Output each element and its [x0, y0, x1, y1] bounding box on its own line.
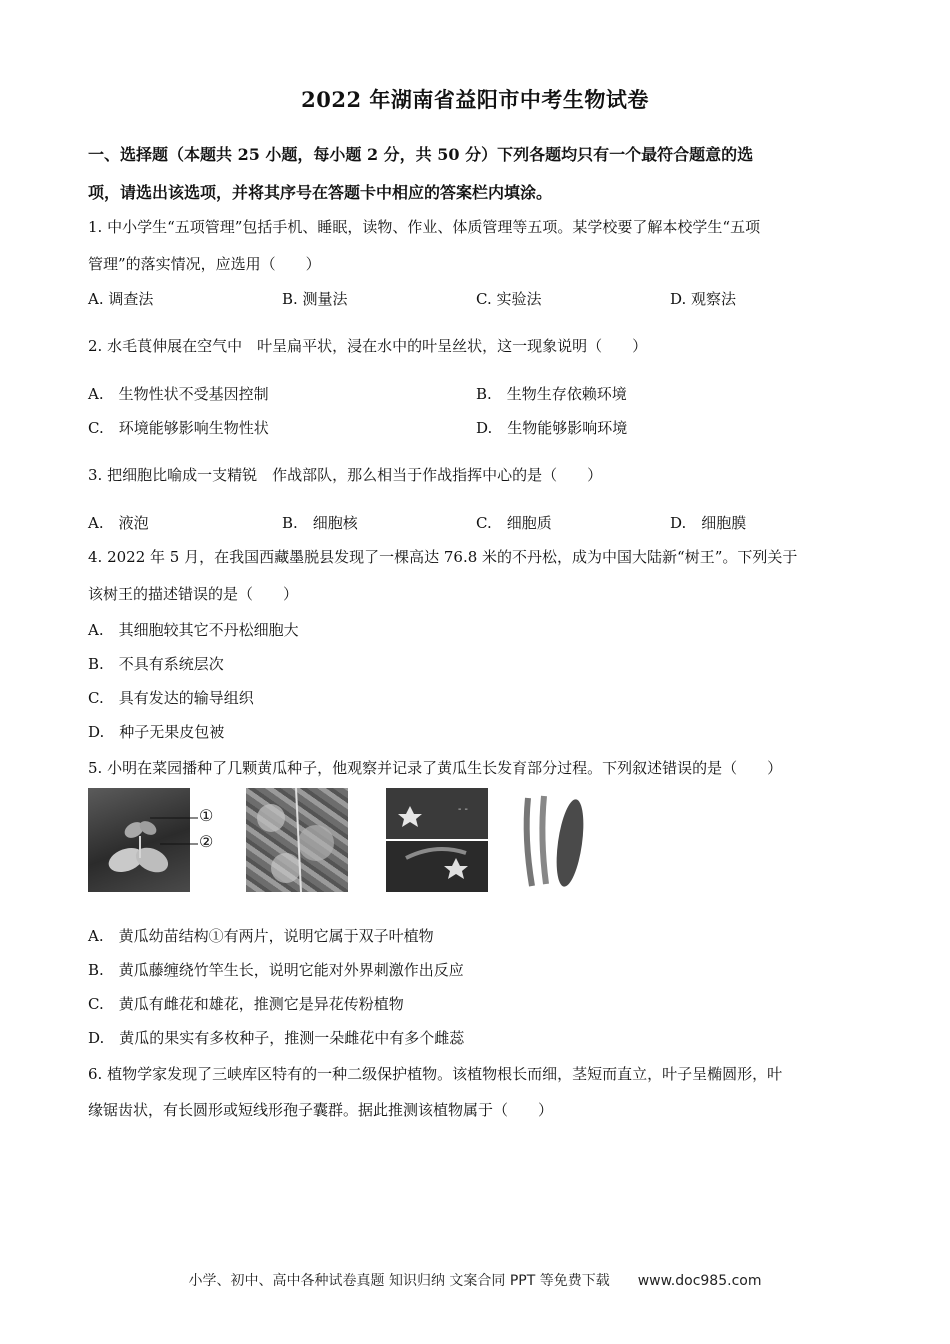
- question-3-text: 3. 把细胞比喻成一支精锐 作战部队，那么相当于作战指挥中心的是（ ）: [88, 466, 603, 484]
- question-4-text-line-2: 该树王的描述错误的是（ ）: [88, 585, 299, 603]
- question-5-option-b: B. 黄瓜藤缠绕竹竿生长，说明它能对外界刺激作出反应: [88, 961, 464, 979]
- question-2-option-c: C. 环境能够影响生物性状: [88, 419, 269, 437]
- figure-label-1: ①: [199, 806, 214, 825]
- svg-text:- -: - -: [458, 804, 468, 815]
- section-heading-line-1: 一、选择题（本题共 25 小题，每小题 2 分，共 50 分）下列各题均只有一个最符合题意的选: [88, 145, 754, 164]
- question-5-option-a: A. 黄瓜幼苗结构①有两片，说明它属于双子叶植物: [88, 927, 434, 945]
- question-4-option-c: C. 具有发达的输导组织: [88, 689, 254, 707]
- question-2-option-a: A. 生物性状不受基因控制: [88, 385, 269, 403]
- question-5-option-d: D. 黄瓜的果实有多枚种子，推测一朵雌花中有多个雌蕊: [88, 1029, 465, 1047]
- page-title: 2022 年湖南省益阳市中考生物试卷: [301, 87, 649, 112]
- question-2-option-b: B. 生物生存依赖环境: [476, 385, 627, 403]
- vine-leaves-illustration: [246, 788, 348, 892]
- question-1-option-d: D. 观察法: [670, 290, 737, 308]
- question-4-option-b: B. 不具有系统层次: [88, 655, 224, 673]
- page-footer: 小学、初中、高中各种试卷真题 知识归纳 文案合同 PPT 等免费下载 www.doc985.com: [188, 1273, 762, 1289]
- question-1-option-a: A. 调查法: [88, 290, 154, 308]
- figure-label-2: ②: [199, 832, 214, 851]
- question-3-option-c: C. 细胞质: [476, 514, 552, 532]
- question-3-option-a: A. 液泡: [88, 514, 149, 532]
- flowers-illustration: [386, 788, 488, 892]
- question-4-text-line-1: 4. 2022 年 5 月，在我国西藏墨脱县发现了一棵高达 76.8 米的不丹松，成为中国大陆新“树王”。下列关于: [88, 548, 798, 566]
- question-1-text-line-2: 管理”的落实情况，应选用（ ）: [88, 255, 321, 273]
- question-4-option-a: A. 其细胞较其它不丹松细胞大: [88, 621, 299, 639]
- cucumber-vine-photo: [246, 788, 348, 892]
- question-5-text: 5. 小明在菜园播种了几颗黄瓜种子，他观察并记录了黄瓜生长发育部分过程。下列叙述错误的是（ ）: [88, 759, 783, 777]
- cucumber-fruit-photo: [518, 788, 592, 892]
- question-2-option-d: D. 生物能够影响环境: [476, 419, 628, 437]
- question-1-option-b: B. 测量法: [282, 290, 348, 308]
- fruit-illustration: [518, 788, 592, 892]
- question-3-option-d: D. 细胞膜: [670, 514, 747, 532]
- question-5-option-c: C. 黄瓜有雌花和雄花，推测它是异花传粉植物: [88, 995, 404, 1013]
- question-2-text: 2. 水毛茛伸展在空气中 叶呈扁平状，浸在水中的叶呈丝状，这一现象说明（ ）: [88, 337, 648, 355]
- question-1-text-line-1: 1. 中小学生“五项管理”包括手机、睡眠，读物、作业、体质管理等五项。某学校要了解本校学生“五项: [88, 218, 761, 236]
- question-4-option-d: D. 种子无果皮包被: [88, 723, 225, 741]
- question-1-option-c: C. 实验法: [476, 290, 542, 308]
- question-3-option-b: B. 细胞核: [282, 514, 358, 532]
- section-heading-line-2: 项，请选出该选项，并将其序号在答题卡中相应的答案栏内填涂。: [88, 183, 553, 202]
- question-6-text-line-1: 6. 植物学家发现了三峡库区特有的一种二级保护植物。该植物根长而细，茎短而直立，叶子呈椭圆形，叶: [88, 1065, 783, 1083]
- question-6-text-line-2: 缘锯齿状，有长圆形或短线形孢子囊群。据此推测该植物属于（ ）: [88, 1101, 554, 1119]
- cucumber-flowers-photo: [386, 788, 488, 892]
